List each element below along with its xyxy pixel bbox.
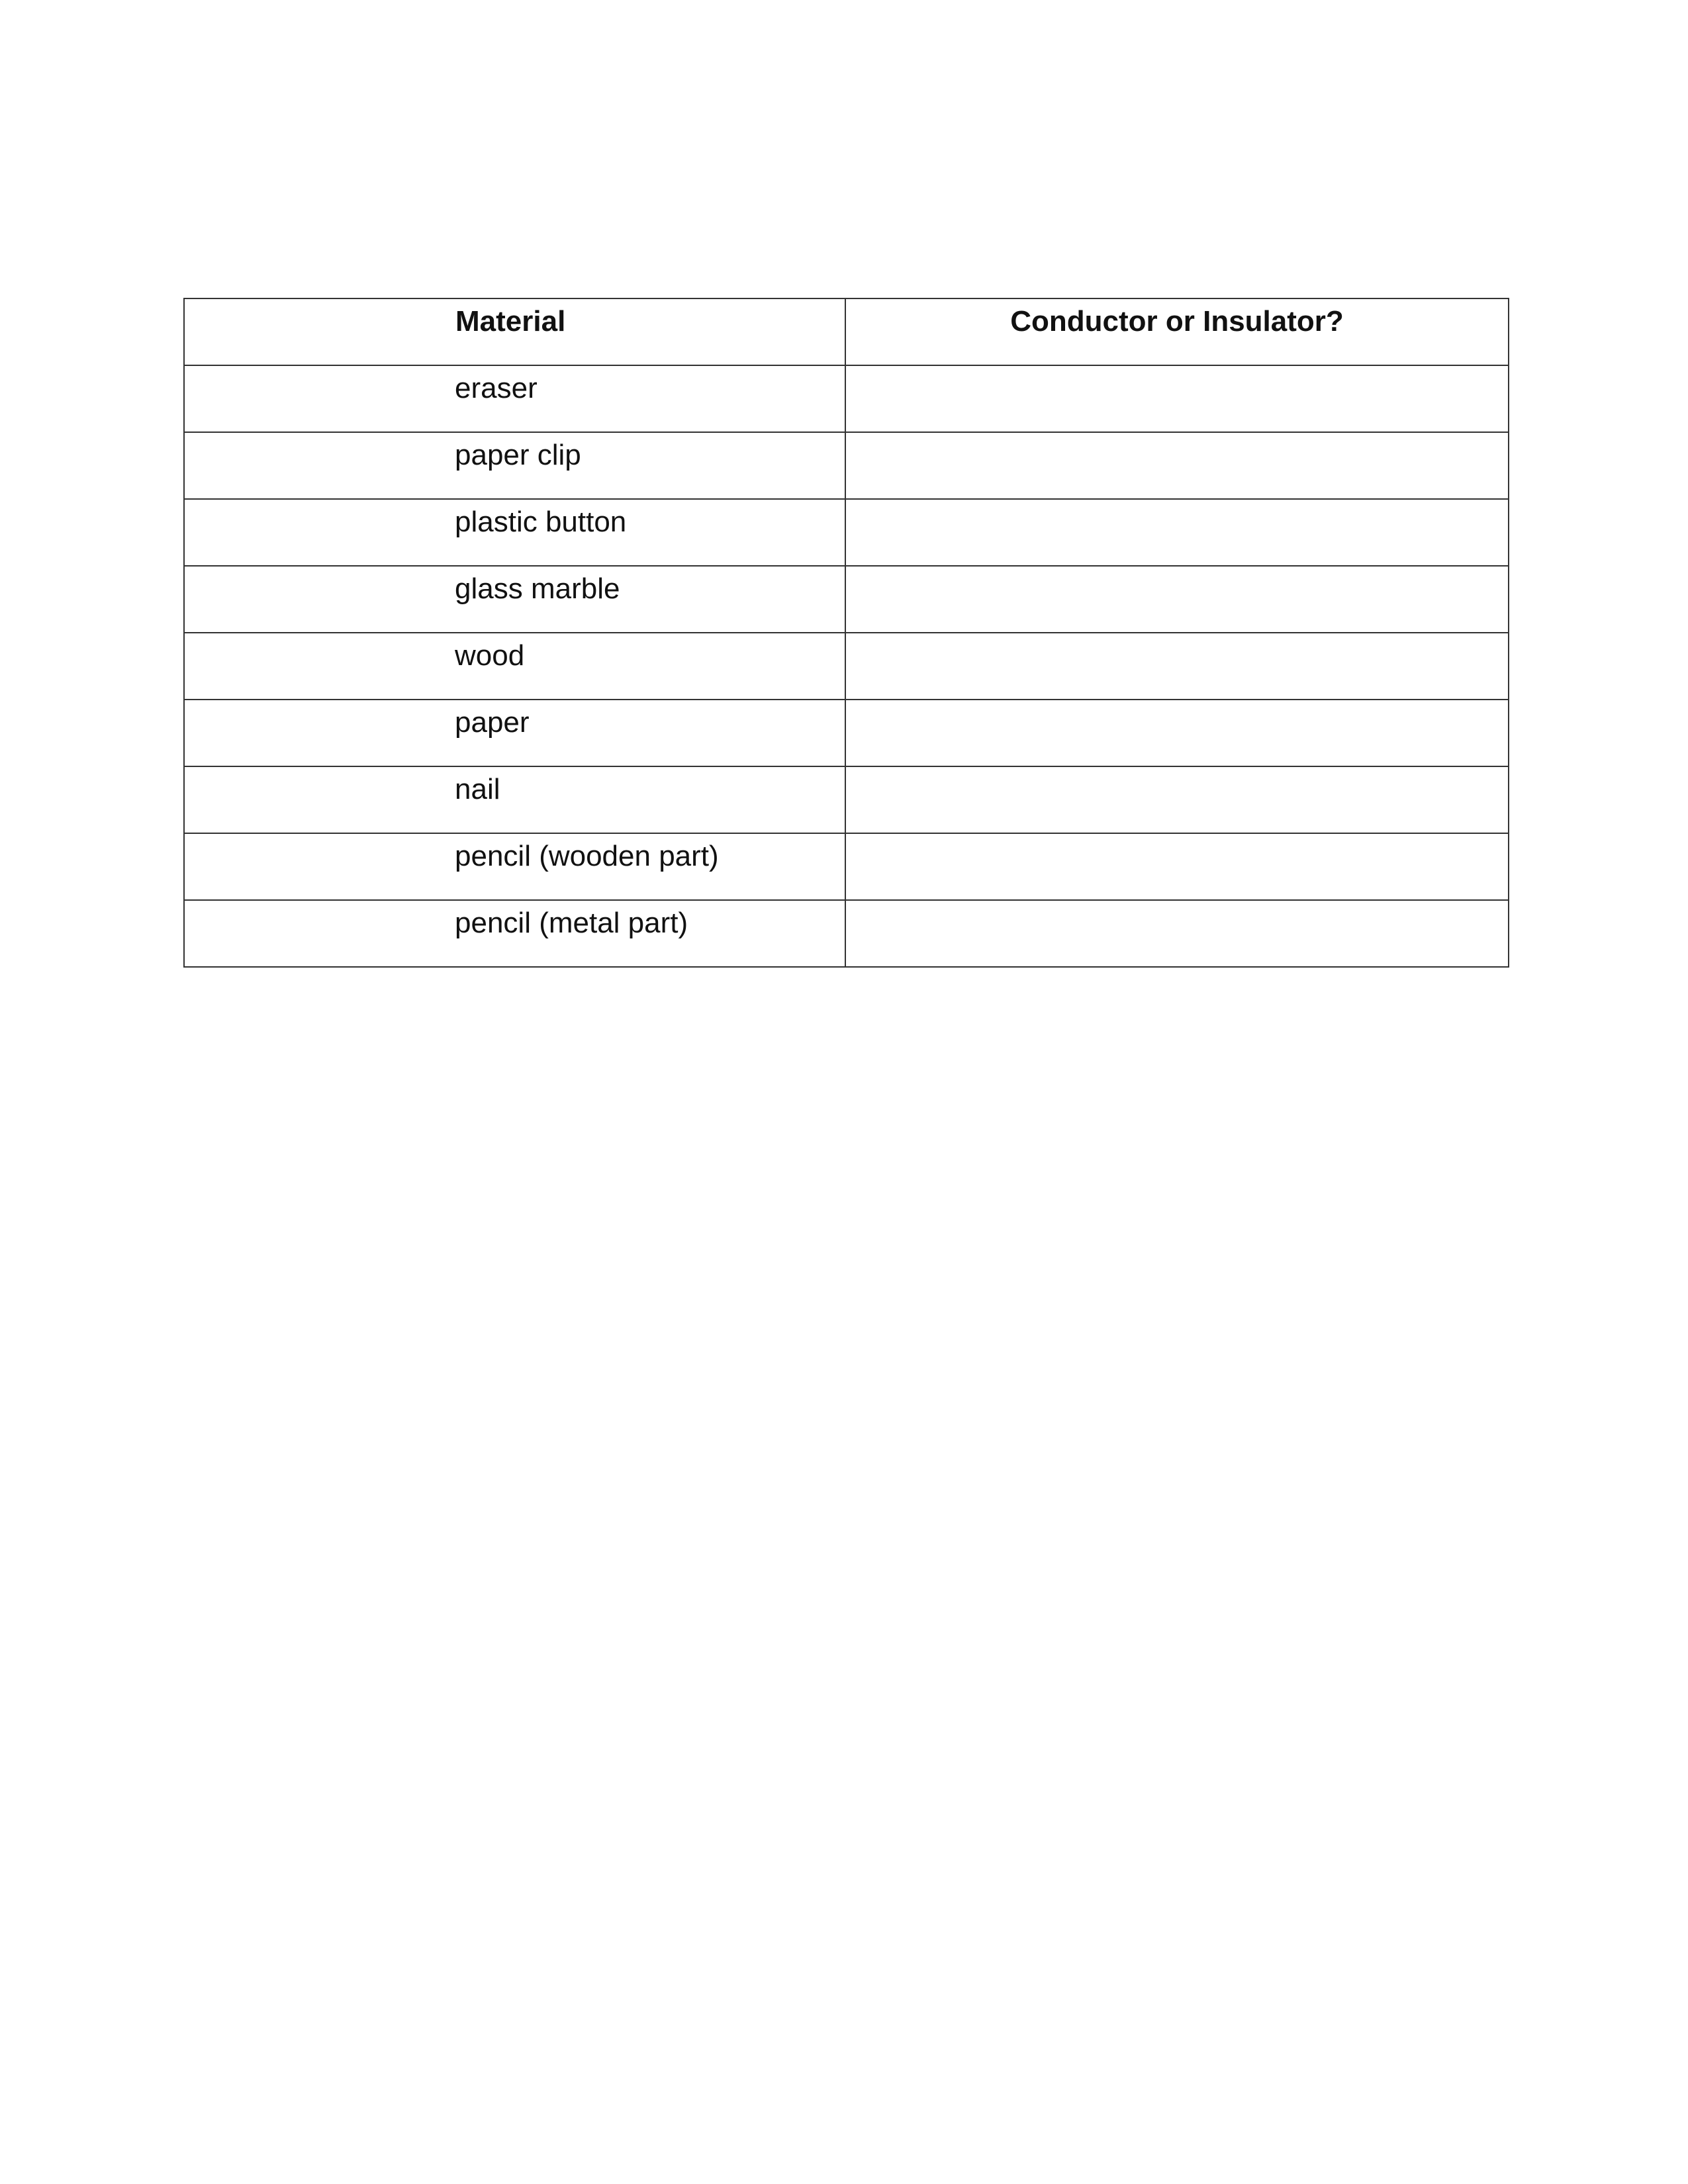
table-row [184,900,1509,967]
classification-cell[interactable] [845,700,1509,766]
material-label: paper [455,706,530,739]
table-row [184,766,1509,833]
material-label: eraser [455,372,538,404]
classification-answer [846,633,1508,641]
classification-answer [846,700,1508,708]
classification-answer [846,901,1508,909]
header-classification-label: Conductor or Insulator? [1010,305,1344,338]
classification-cell[interactable] [845,566,1509,633]
material-cell [184,900,845,967]
table-row [184,499,1509,566]
material-cell [184,499,845,566]
table-row [184,700,1509,766]
material-cell [184,633,845,700]
materials-table [183,298,1509,968]
header-classification [845,298,1509,365]
material-label: glass marble [455,572,620,605]
classification-cell[interactable] [845,633,1509,700]
table-row [184,833,1509,900]
table-row [184,365,1509,432]
material-label: pencil (metal part) [455,907,688,939]
header-material-label: Material [455,305,566,338]
material-label: paper clip [455,439,581,471]
table-row [184,633,1509,700]
table-row [184,432,1509,499]
material-cell [184,566,845,633]
table-row [184,566,1509,633]
classification-cell[interactable] [845,766,1509,833]
classification-answer [846,366,1508,374]
classification-cell[interactable] [845,833,1509,900]
classification-answer [846,500,1508,508]
material-label: wood [455,639,525,672]
classification-cell[interactable] [845,432,1509,499]
classification-answer [846,567,1508,574]
material-label: plastic button [455,506,627,538]
header-material [184,298,845,365]
table-header-row [184,298,1509,365]
material-cell [184,432,845,499]
material-cell [184,700,845,766]
material-label: nail [455,773,500,805]
material-cell [184,766,845,833]
classification-answer [846,767,1508,775]
classification-cell[interactable] [845,499,1509,566]
classification-cell[interactable] [845,900,1509,967]
classification-cell[interactable] [845,365,1509,432]
material-label: pencil (wooden part) [455,840,719,872]
classification-answer [846,834,1508,842]
material-cell [184,833,845,900]
classification-answer [846,433,1508,441]
material-cell [184,365,845,432]
